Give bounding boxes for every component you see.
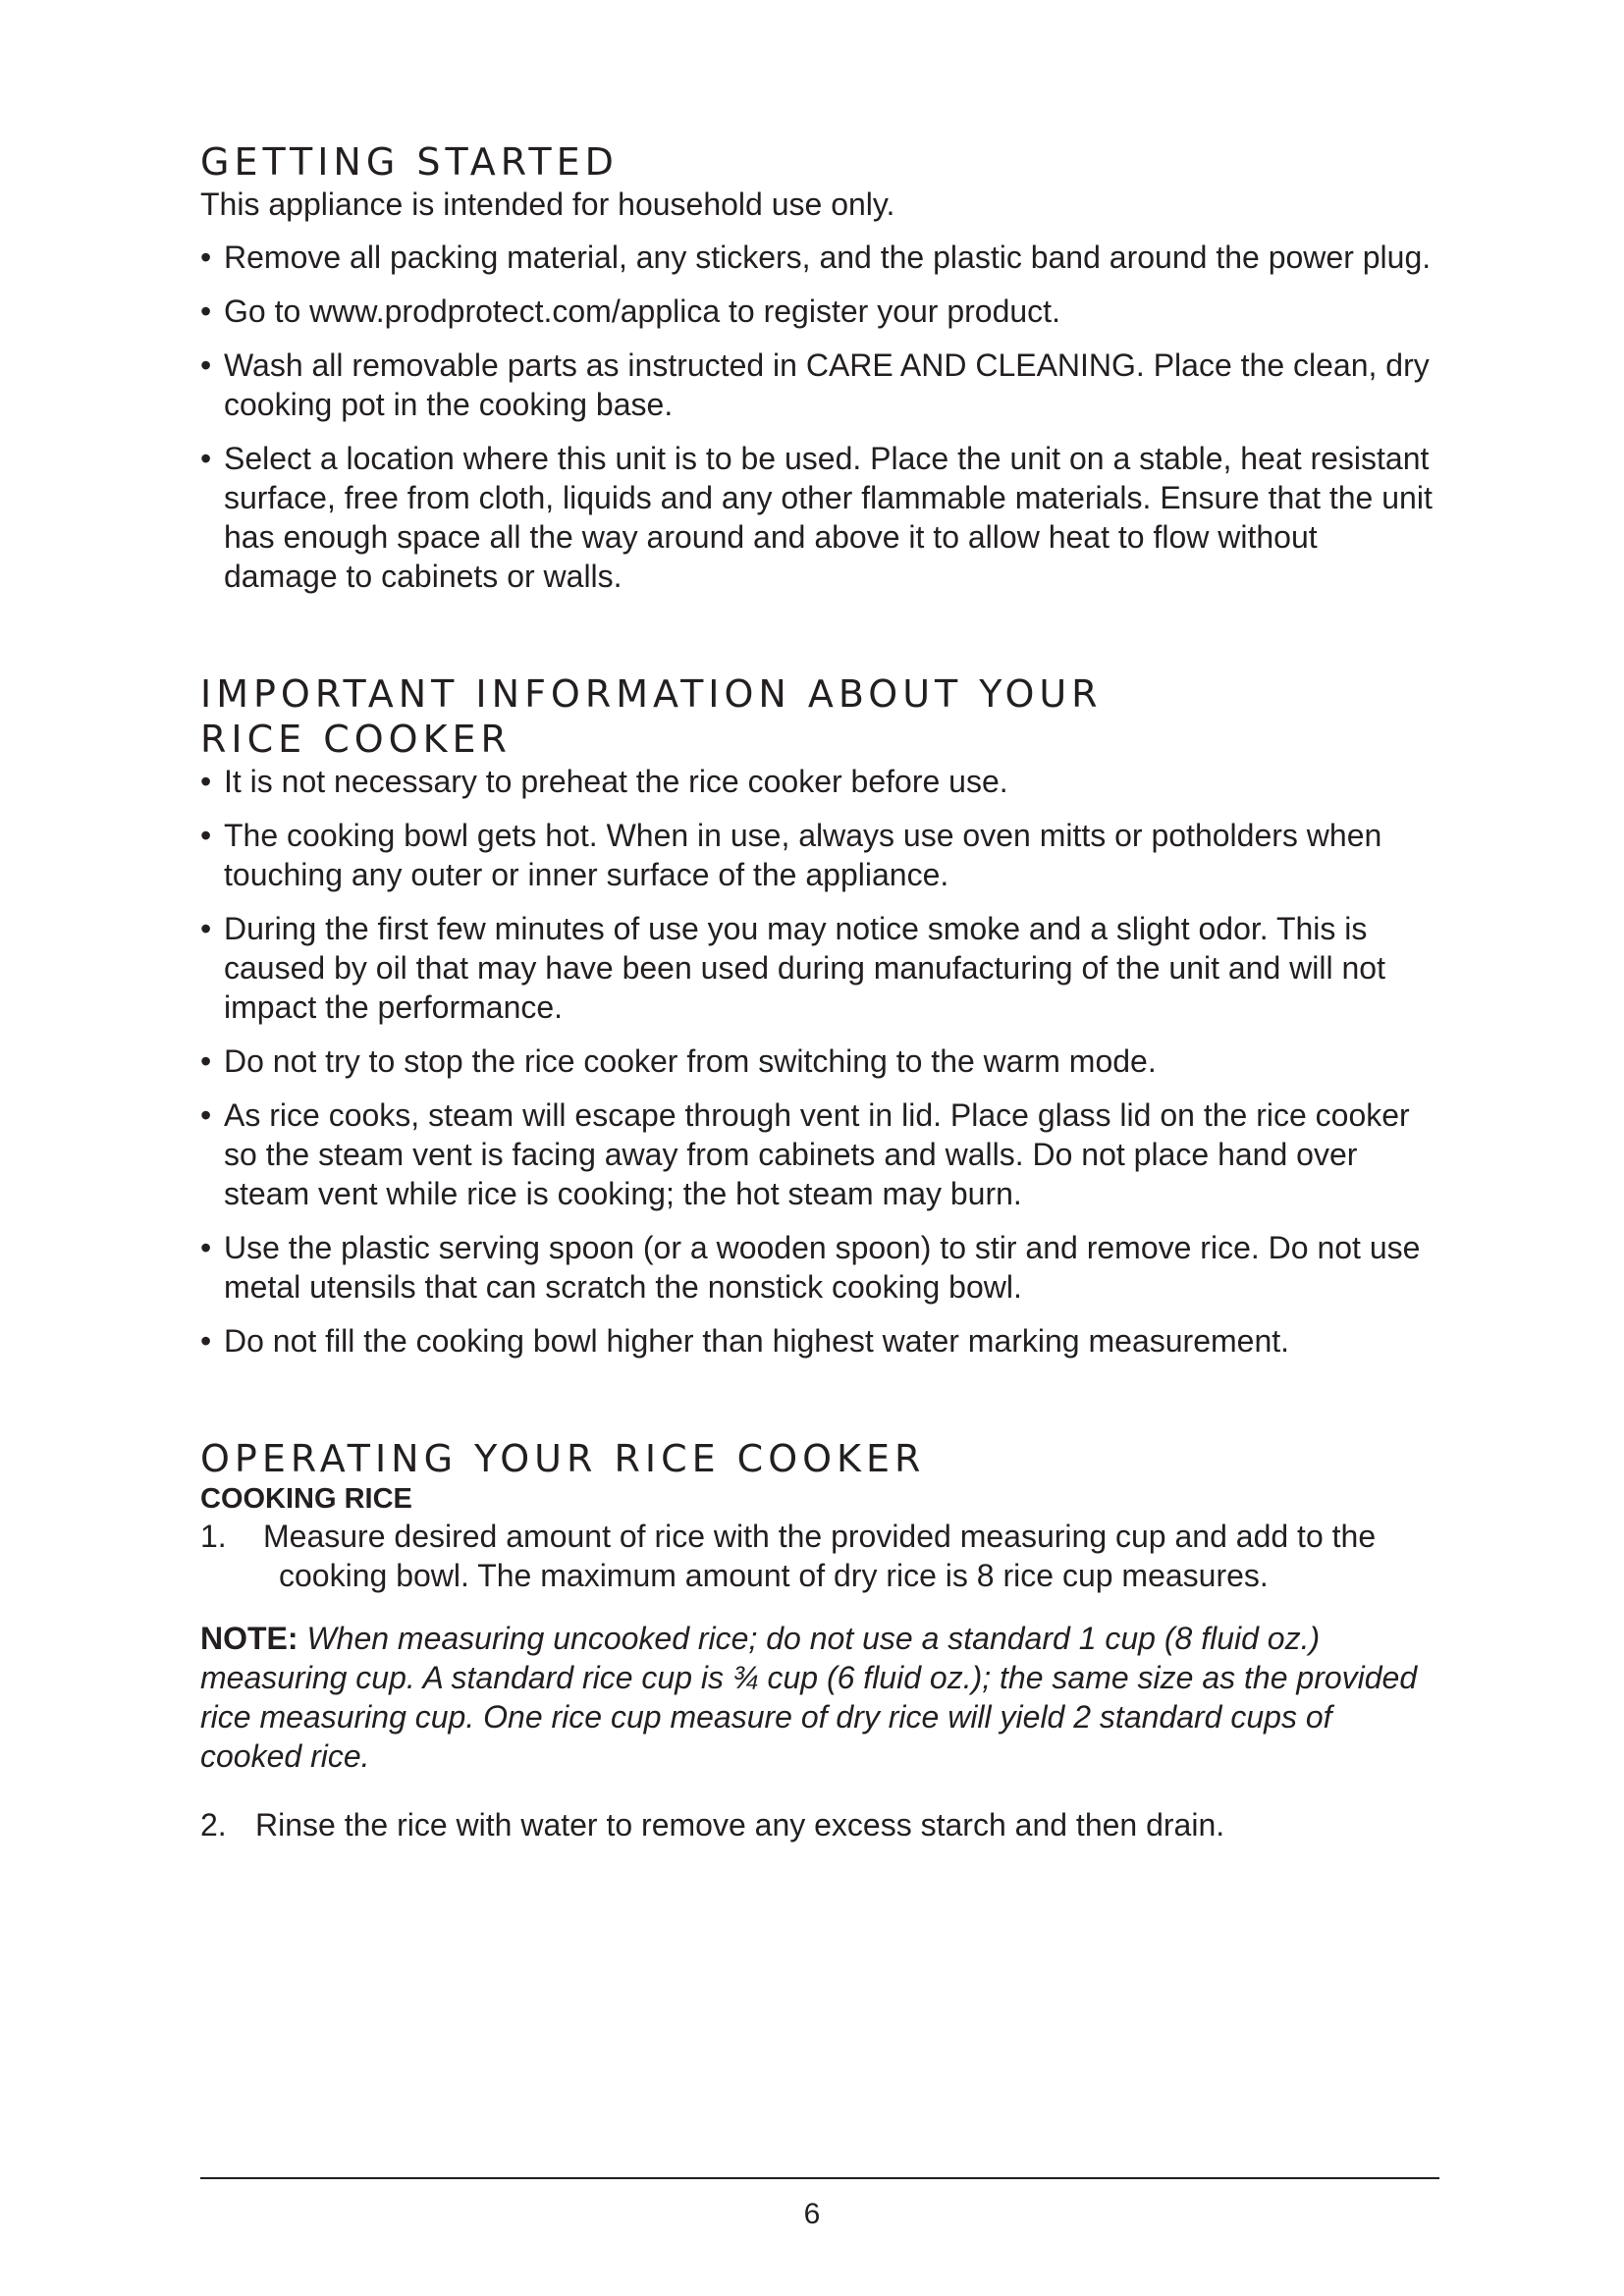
list-item: • Use the plastic serving spoon (or a wooden spoon) to stir and remove rice. Do not use metal utensils that can scratch the nonstick cooking bowl. (200, 1228, 1439, 1307)
list-item: • Go to www.prodprotect.com/applica to register your product. (200, 292, 1439, 331)
important-info-title-line1: IMPORTANT INFORMATION ABOUT YOUR (200, 672, 1103, 716)
step-2 (200, 1805, 1439, 1844)
list-item: • Wash all removable parts as instructed in CARE AND CLEANING. Place the clean, dry cooking pot in the cooking base. (200, 346, 1439, 424)
step-2-text: Rinse the rice with water to remove any excess starch and then drain. (255, 1807, 1225, 1842)
step-1-text: Measure desired amount of rice with the provided measuring cup and add to the cooking bowl. The maximum amount of dry rice is 8 rice cup measures. (263, 1519, 1377, 1593)
note-label: NOTE: (200, 1621, 298, 1656)
list-item: • Do not fill the cooking bowl higher than highest water marking measurement. (200, 1321, 1439, 1361)
cooking-rice-subheading: COOKING RICE (200, 1483, 412, 1515)
list-item: • As rice cooks, steam will escape through vent in lid. Place glass lid on the rice cooker so the steam vent is facing away from cabinets and walls. Do not place hand over steam vent while rice is cooking; the hot steam may burn. (200, 1095, 1439, 1213)
getting-started-title: GETTING STARTED (200, 140, 619, 184)
getting-started-list (200, 238, 1439, 596)
list-item: • The cooking bowl gets hot. When in use, always use oven mitts or potholders when touching any outer or inner surface of the appliance. (200, 816, 1439, 894)
getting-started-intro: This appliance is intended for household use only. (200, 187, 895, 222)
important-info-title (200, 671, 1439, 762)
page-number: 6 (803, 2198, 821, 2230)
manual-page (200, 139, 1439, 1844)
list-item: • Select a location where this unit is to be used. Place the unit on a stable, heat resistant surface, free from cloth, liquids and any other flammable materials. Ensure that the unit has enough space all the way around and above it to allow heat to flow without damage to cabinets or walls. (200, 439, 1439, 596)
note-text: When measuring uncooked rice; do not use a standard 1 cup (8 fluid oz.) measuring cup. A standard rice cup is ¾ cup (6 fluid oz.); the same size as the provided rice measuring cup. One rice cup measure of dry rice will yield 2 standard cups of cooked rice. (200, 1621, 1418, 1774)
step-1 (200, 1517, 1439, 1595)
step-2-number: 2. (200, 1807, 227, 1842)
list-item: • Remove all packing material, any stickers, and the plastic band around the power plug. (200, 238, 1439, 277)
important-info-list (200, 762, 1439, 1361)
list-item: • During the first few minutes of use you may notice smoke and a slight odor. This is caused by oil that may have been used during manufacturing of the unit and will not impact the performance. (200, 909, 1439, 1027)
important-info-title-line2: RICE COOKER (200, 718, 512, 761)
footer-divider (200, 2177, 1439, 2179)
operating-title: OPERATING YOUR RICE COOKER (200, 1437, 926, 1480)
operating-section (200, 1436, 1439, 1844)
list-item: • Do not try to stop the rice cooker from switching to the warm mode. (200, 1041, 1439, 1081)
list-item: • It is not necessary to preheat the rice cooker before use. (200, 762, 1439, 801)
important-info-section (200, 671, 1439, 1361)
step-1-number: 1. (200, 1519, 227, 1554)
getting-started-section (200, 139, 1439, 596)
note-paragraph (200, 1619, 1439, 1776)
